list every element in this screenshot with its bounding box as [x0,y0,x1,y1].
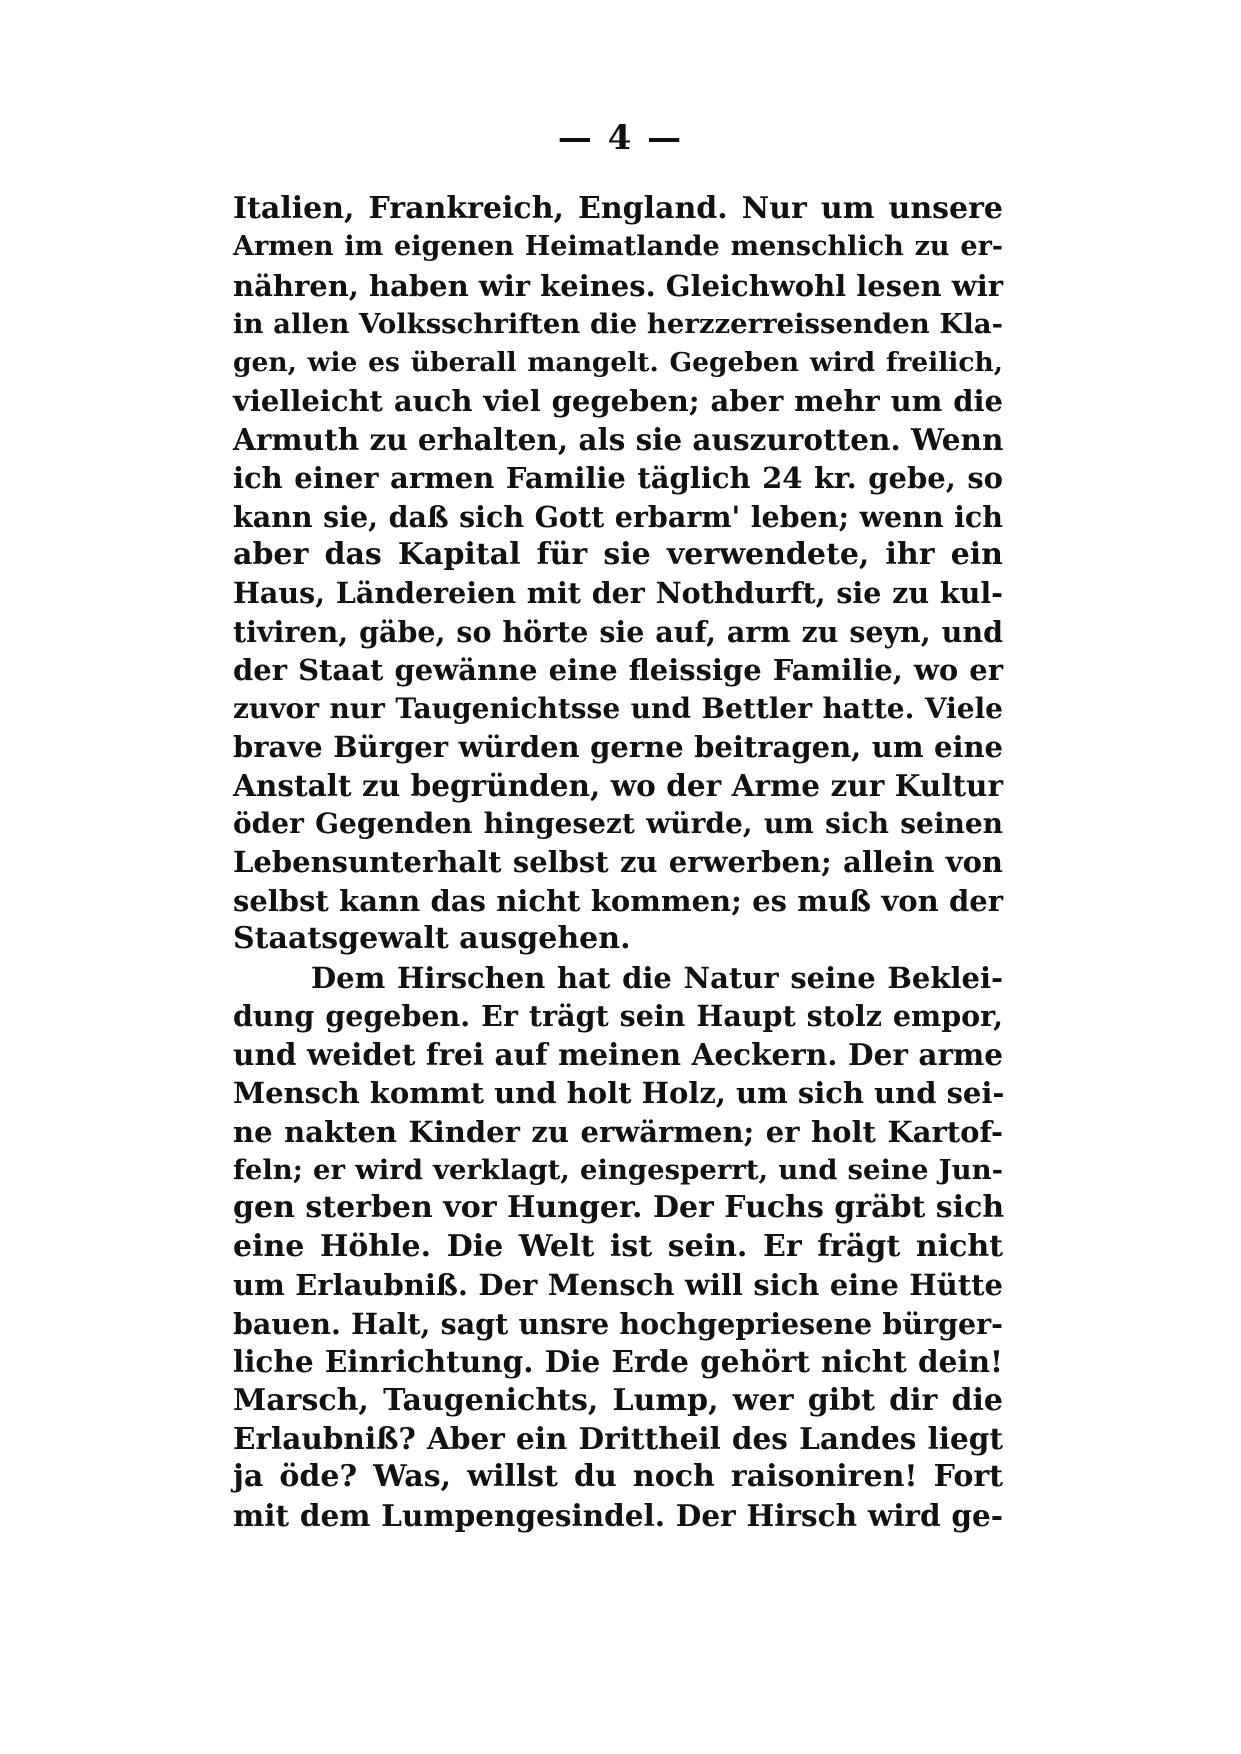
text-line: Lebensunterhalt selbst zu erwerben; allein von [233,845,1003,880]
text-line: Armen im eigenen Heimatlande menschlich zu er- [233,231,1003,263]
paragraph-1 [233,190,1003,959]
text-line: gen sterben vor Hunger. Der Fuchs gräbt sich [233,1190,1005,1226]
text-line: brave Bürger würden gerne beitragen, um eine [233,730,1003,765]
text-line: aber das Kapital für sie verwendete, ihr ein [233,536,1003,572]
text-line: öder Gegenden hingesezt würde, um sich seinen [233,807,1003,840]
text-line: kann sie, daß sich Gott erbarm' leben; wenn ich [233,499,1003,534]
body-text [233,190,1003,1535]
text-line: selbst kann das nicht kommen; es muß von der [233,883,1003,918]
text-line: Mensch kommt und holt Holz, um sich und sei- [233,1076,1005,1111]
text-line: Staatsgewalt ausgehen. [233,921,631,957]
text-line: und weidet frei auf meinen Aeckern. Der arme [233,1036,1003,1072]
text-line: bauen. Halt, sagt unsre hochgepriesene bürger- [233,1306,1003,1341]
text-line: tiviren, gäbe, so hörte sie auf, arm zu seyn, und [233,614,1003,649]
text-line: Dem Hirschen hat die Natur seine Beklei- [311,960,1003,995]
text-line: ja öde? Was, willst du noch raisoniren! Fort [233,1459,1003,1495]
text-line: ich einer armen Familie täglich 24 kr. gebe, so [233,461,1003,496]
text-line: dung gegeben. Er trägt sein Haupt stolz empor, [233,999,1003,1034]
text-line: feln; er wird verklagt, eingesperrt, und seine Jun- [233,1153,1003,1186]
text-line: nähren, haben wir keines. Gleichwohl lesen wir [233,268,1003,303]
text-line: zuvor nur Taugenichtsse und Bettler hatte. Viele [233,691,1003,725]
text-line: um Erlaubniß. Der Mensch will sich eine Hütte [233,1268,1003,1303]
text-line: Italien, Frankreich, England. Nur um unsere [233,191,1003,226]
text-line: Marsch, Taugenichts, Lump, wer gibt dir die [233,1382,1003,1418]
text-line: in allen Volksschriften die herzzerreissenden Kla- [233,308,1003,341]
text-line: vielleicht auch viel gegeben; aber mehr um die [233,384,1003,419]
text-line: mit dem Lumpengesindel. Der Hirsch wird ge- [233,1497,1003,1533]
text-line: liche Einrichtung. Die Erde gehört nicht dein! [233,1344,1003,1380]
text-line: der Staat gewänne eine fleissige Familie, wo er [233,653,1003,688]
text-line: ne nakten Kinder zu erwärmen; er holt Kartof- [233,1114,1003,1149]
text-line: gen, wie es überall mangelt. Gegeben wird freilich, [233,346,1003,378]
page-number: — 4 — [557,118,684,158]
text-line: Haus, Ländereien mit der Nothdurft, sie zu kul- [233,576,1003,611]
text-line: Erlaubniß? Aber ein Drittheil des Landes liegt [233,1421,1003,1456]
text-line: Armuth zu erhalten, als sie auszurotten. Wenn [233,421,1004,457]
text-line: eine Höhle. Die Welt ist sein. Er frägt nicht [233,1228,1003,1264]
text-line: Anstalt zu begründen, wo der Arme zur Kultur [233,767,1003,803]
paragraph-2 [233,959,1003,1536]
